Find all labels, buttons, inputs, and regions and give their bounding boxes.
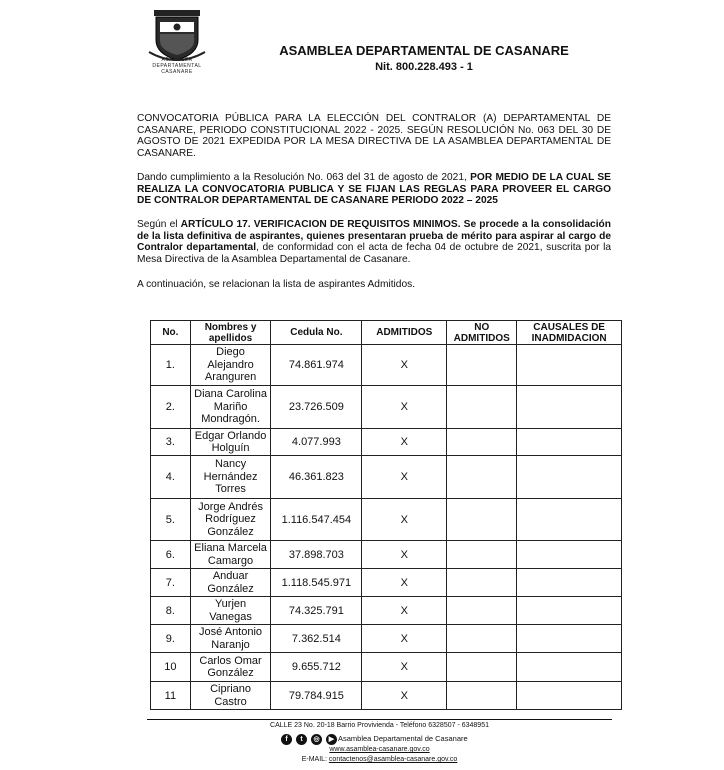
footer-email-link[interactable]: contactenos@asamblea-casanare.gov.co bbox=[328, 756, 458, 763]
row-cedula: 4.077.993 bbox=[271, 429, 362, 456]
p2-intro: Dando cumplimiento a la Resolución No. 063 del 31 de agosto de 2021, bbox=[137, 172, 471, 183]
logo-caption: ASAMBLEA DEPARTAMENTAL CASANARE bbox=[152, 57, 202, 75]
row-causal bbox=[517, 429, 622, 456]
row-name: Carlos Omar González bbox=[190, 653, 271, 682]
row-no-admitido bbox=[447, 499, 517, 541]
p3-bold: ARTÍCULO 17. VERIFICACION DE REQUISITOS MINIMOS. Se procede a la consolidación de la lista definitiva de aspirantes, quienes presentaran prueba de mérito para aspirar al cargo de Contralor departamental bbox=[137, 219, 611, 254]
row-no-admitido bbox=[447, 386, 517, 429]
row-name: Anduar González bbox=[190, 569, 271, 597]
row-number: 8. bbox=[151, 597, 191, 625]
row-admitido: X bbox=[362, 597, 447, 625]
row-causal bbox=[517, 386, 622, 429]
applicants-table bbox=[150, 320, 622, 710]
row-number: 5. bbox=[151, 499, 191, 541]
table-row bbox=[151, 429, 622, 456]
row-no-admitido bbox=[447, 456, 517, 499]
row-name: Nancy Hernández Torres bbox=[190, 456, 271, 499]
row-admitido: X bbox=[362, 345, 447, 386]
row-causal bbox=[517, 541, 622, 569]
row-name: Diego Alejandro Aranguren bbox=[190, 345, 271, 386]
row-number: 9. bbox=[151, 625, 191, 653]
row-causal bbox=[517, 345, 622, 386]
header-name: Nombres y apellidos bbox=[190, 321, 271, 345]
row-no-admitido bbox=[447, 569, 517, 597]
row-number: 2. bbox=[151, 386, 191, 429]
table-row bbox=[151, 541, 622, 569]
row-causal bbox=[517, 682, 622, 710]
header-causales: CAUSALES DE INADMIDACION bbox=[517, 321, 622, 345]
row-cedula: 74.861.974 bbox=[271, 345, 362, 386]
row-admitido: X bbox=[362, 429, 447, 456]
row-cedula: 79.784.915 bbox=[271, 682, 362, 710]
table-header-row bbox=[151, 321, 622, 345]
row-name: José Antonio Naranjo bbox=[190, 625, 271, 653]
row-admitido: X bbox=[362, 682, 447, 710]
twitter-icon[interactable]: t bbox=[296, 734, 307, 745]
header-admitidos: ADMITIDOS bbox=[362, 321, 447, 345]
row-admitido: X bbox=[362, 569, 447, 597]
row-no-admitido bbox=[447, 345, 517, 386]
row-cedula: 46.361.823 bbox=[271, 456, 362, 499]
row-name: Diana Carolina Mariño Mondragón. bbox=[190, 386, 271, 429]
table-row bbox=[151, 569, 622, 597]
footer-divider bbox=[147, 719, 612, 720]
paragraph-resolution bbox=[137, 172, 611, 207]
row-cedula: 37.898.703 bbox=[271, 541, 362, 569]
organization-header bbox=[268, 43, 580, 75]
table-row bbox=[151, 682, 622, 710]
row-number: 7. bbox=[151, 569, 191, 597]
organization-nit: Nit. 800.228.493 - 1 bbox=[375, 61, 473, 73]
row-no-admitido bbox=[447, 429, 517, 456]
convocation-title: CONVOCATORIA PÚBLICA PARA LA ELECCIÓN DEL CONTRALOR (A) DEPARTAMENTAL DE CASANARE, PERIODO CONSTITUCIONAL 2022 - 2025. SEGÚN RESOLUCIÓN No. 063 DEL 30 DE AGOSTO DE 2021 EXPEDIDA POR LA MESA DIRECTIVA DE LA ASAMBLEA DEPARTAMENTAL DE CASANARE. bbox=[137, 113, 611, 159]
row-name: Cipriano Castro bbox=[190, 682, 271, 710]
table-row bbox=[151, 456, 622, 499]
row-name: Edgar Orlando Holguín bbox=[190, 429, 271, 456]
row-causal bbox=[517, 625, 622, 653]
row-number: 4. bbox=[151, 456, 191, 499]
paragraph-article-17 bbox=[137, 219, 611, 265]
row-cedula: 7.362.514 bbox=[271, 625, 362, 653]
row-no-admitido bbox=[447, 597, 517, 625]
social-icons bbox=[281, 734, 337, 745]
table-row bbox=[151, 499, 622, 541]
row-causal bbox=[517, 597, 622, 625]
row-admitido: X bbox=[362, 625, 447, 653]
row-name: Yurjen Vanegas bbox=[190, 597, 271, 625]
row-no-admitido bbox=[447, 653, 517, 682]
p3-rest: , de conformidad con el acta de fecha 04 de octubre de 2021, suscrita por la Mesa Directiva de la Asamblea Departamental de Casanare. bbox=[137, 242, 612, 265]
row-cedula: 1.116.547.454 bbox=[271, 499, 362, 541]
row-number: 10 bbox=[151, 653, 191, 682]
footer-email bbox=[147, 756, 612, 763]
row-number: 11 bbox=[151, 682, 191, 710]
table-row bbox=[151, 597, 622, 625]
row-admitido: X bbox=[362, 653, 447, 682]
row-admitido: X bbox=[362, 541, 447, 569]
row-causal bbox=[517, 653, 622, 682]
row-admitido: X bbox=[362, 499, 447, 541]
p2-bold: POR MEDIO DE LA CUAL SE REALIZA LA CONVOCATORIA PUBLICA Y SE FIJAN LAS REGLAS PARA PROVEER EL CARGO DE CONTRALOR DEPARTAMENTAL DE CASANARE PERIODO 2022 – 2025 bbox=[137, 172, 611, 207]
row-cedula: 74.325.791 bbox=[271, 597, 362, 625]
header-no: No. bbox=[151, 321, 191, 345]
row-causal bbox=[517, 569, 622, 597]
table-row bbox=[151, 653, 622, 682]
footer-social-name: Asamblea Departamental de Casanare bbox=[338, 734, 468, 743]
row-causal bbox=[517, 456, 622, 499]
table-row bbox=[151, 625, 622, 653]
row-causal bbox=[517, 499, 622, 541]
row-name: Eliana Marcela Camargo bbox=[190, 541, 271, 569]
row-number: 3. bbox=[151, 429, 191, 456]
row-number: 6. bbox=[151, 541, 191, 569]
p3-intro: Según el bbox=[137, 219, 181, 230]
table-row bbox=[151, 386, 622, 429]
row-cedula: 23.726.509 bbox=[271, 386, 362, 429]
row-cedula: 1.118.545.971 bbox=[271, 569, 362, 597]
youtube-icon[interactable]: ▶ bbox=[326, 734, 337, 745]
header-cedula: Cedula No. bbox=[271, 321, 362, 345]
row-no-admitido bbox=[447, 541, 517, 569]
row-number: 1. bbox=[151, 345, 191, 386]
row-name: Jorge Andrés Rodríguez González bbox=[190, 499, 271, 541]
row-admitido: X bbox=[362, 456, 447, 499]
footer-address: CALLE 23 No. 20-18 Barrio Provivienda - Teléfono 6328507 - 6348951 bbox=[270, 722, 489, 729]
table-body bbox=[151, 345, 622, 710]
paragraph-list-intro: A continuación, se relacionan la lista de aspirantes Admitidos. bbox=[137, 279, 416, 290]
facebook-icon[interactable]: f bbox=[281, 734, 292, 745]
footer-website-link[interactable]: www.asamblea-casanare.gov.co bbox=[329, 746, 430, 753]
row-no-admitido bbox=[447, 625, 517, 653]
organization-name: ASAMBLEA DEPARTAMENTAL DE CASANARE bbox=[279, 43, 569, 58]
table-row bbox=[151, 345, 622, 386]
row-no-admitido bbox=[447, 682, 517, 710]
footer-email-label: E-MAIL: bbox=[301, 756, 329, 763]
header-no-admitidos: NO ADMITIDOS bbox=[447, 321, 517, 345]
instagram-icon[interactable]: ◎ bbox=[311, 734, 322, 745]
row-cedula: 9.655.712 bbox=[271, 653, 362, 682]
row-admitido: X bbox=[362, 386, 447, 429]
